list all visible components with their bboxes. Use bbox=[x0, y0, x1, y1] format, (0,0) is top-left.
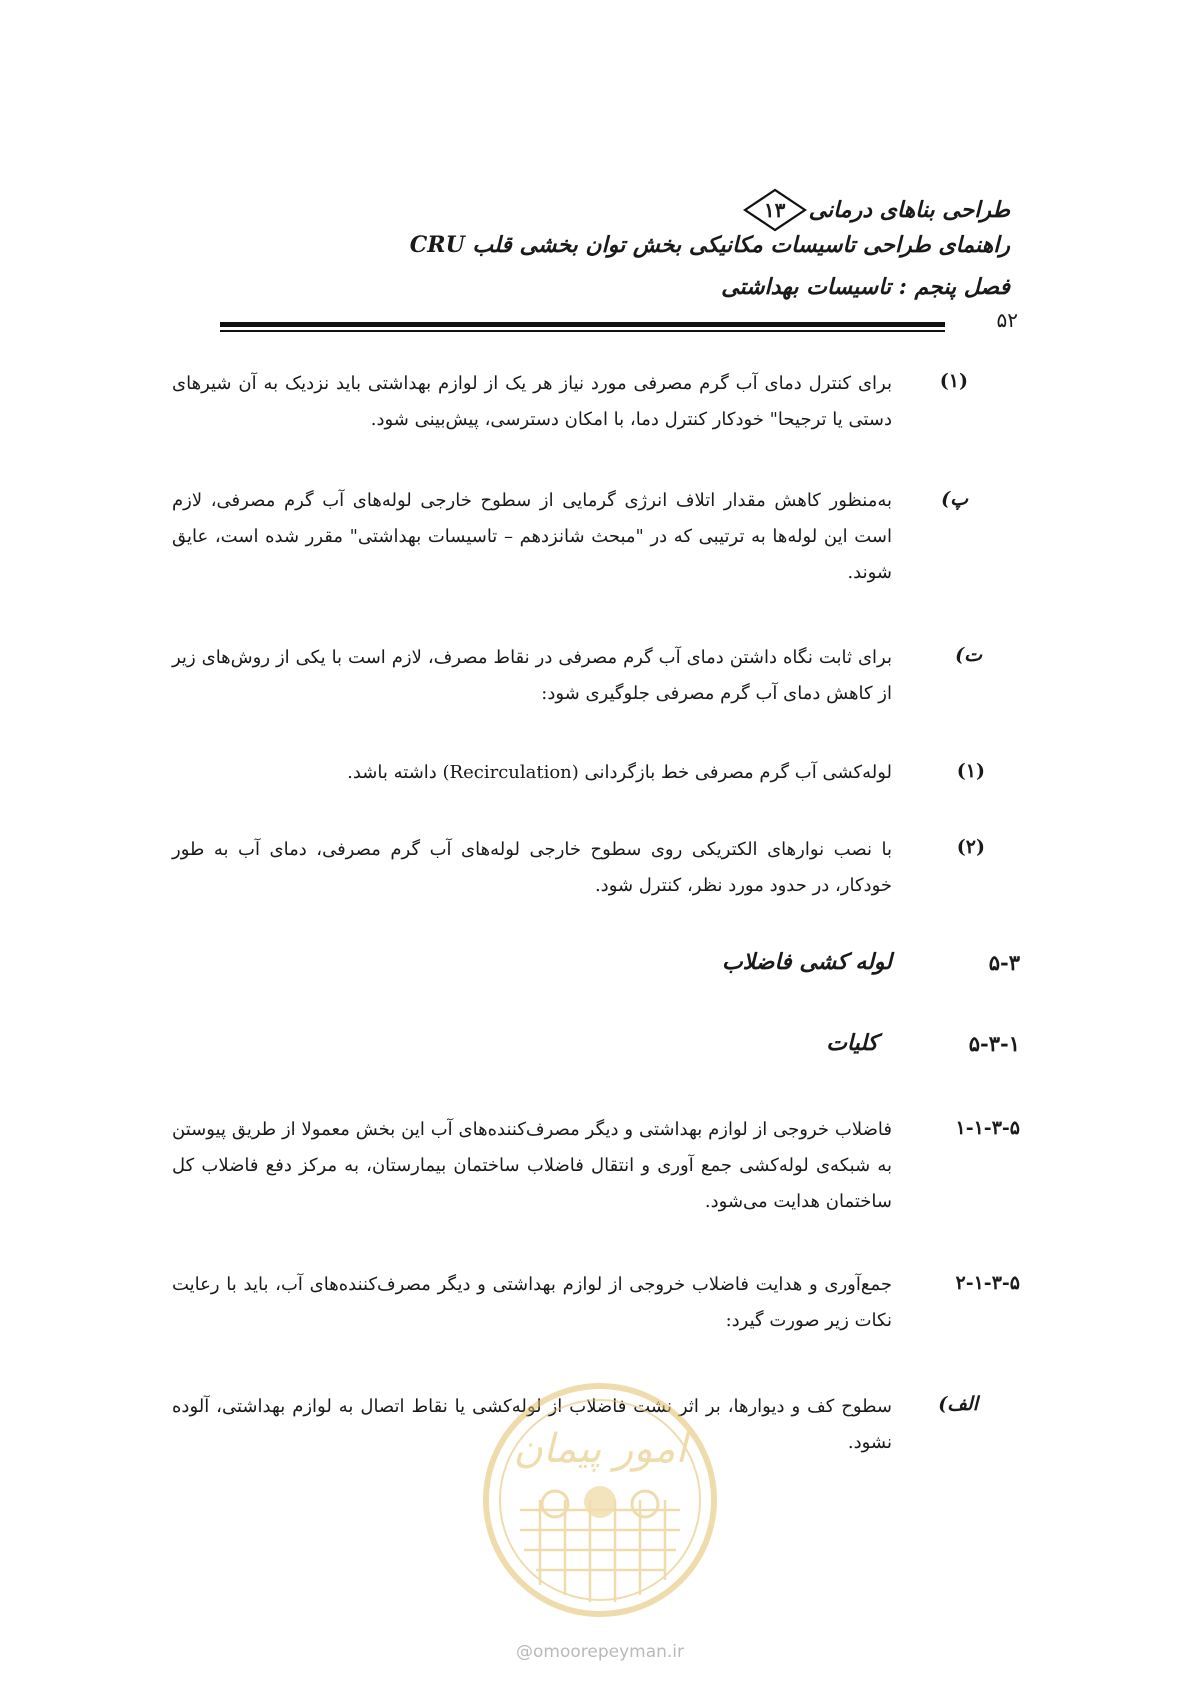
subsection-title: کلیات bbox=[826, 1030, 878, 1056]
item-label: ت) bbox=[955, 644, 982, 666]
subitem-label: (۱) bbox=[956, 760, 985, 782]
clause-text: جمع‌آوری و هدایت فاضلاب خروجی از لوازم بهداشتی و دیگر مصرف‌کننده‌های آب، باید با رعایت نکات زیر صورت گیرد: bbox=[172, 1274, 892, 1331]
volume-number-badge bbox=[743, 188, 807, 232]
item-text: به‌منظور کاهش مقدار اتلاف انرژی گرمایی از سطوح خارجی لوله‌های آب گرم مصرفی، لازم است این لوله‌ها به ترتیبی که در "مبحث شانزدهم – تاسیسات بهداشتی" مقرر شده است، عایق شوند. bbox=[172, 490, 892, 583]
svg-text:امور پیمان: امور پیمان bbox=[513, 1426, 687, 1472]
header-rule-thick bbox=[220, 322, 945, 327]
item-label: پ) bbox=[941, 488, 968, 510]
item-text: برای ثابت نگاه داشتن دمای آب گرم مصرفی در نقاط مصرف، لازم است با یکی از روش‌های زیر از کاهش دمای آب گرم مصرفی جلوگیری شود: bbox=[172, 647, 892, 704]
section-title: لوله کشی فاضلاب bbox=[721, 949, 892, 975]
watermark-url: @omoorepeyman.ir bbox=[515, 1642, 685, 1662]
page-number: ۵۲ bbox=[996, 308, 1018, 332]
subitem-text: لوله‌کشی آب گرم مصرفی خط بازگردانی (Recirculation) داشته باشد. bbox=[347, 762, 892, 783]
header-guide-title: راهنمای طراحی تاسیسات مکانیکی بخش توان بخشی قلب CRU bbox=[409, 232, 1010, 258]
header-title-text: طراحی بناهای درمانی bbox=[808, 197, 1010, 223]
item-text: سطوح کف و دیوارها، بر اثر نشت فاضلاب از لوله‌کشی یا نقاط اتصال به لوازم بهداشتی، آلوده نشود. bbox=[172, 1396, 892, 1453]
item-label: (۱) bbox=[939, 370, 968, 392]
clause-text: فاضلاب خروجی از لوازم بهداشتی و دیگر مصرف‌کننده‌های آب این بخش معمولا از طریق پیوستن به شبکه‌ی لوله‌کشی جمع آوری و انتقال فاضلاب ساختمان بیمارستان، به مرکز دفع فاضلاب کل ساختمان هدایت می‌شود. bbox=[172, 1119, 892, 1212]
clause-number: ۱-۱-۳-۵ bbox=[955, 1117, 1020, 1139]
watermark-logo-icon bbox=[480, 1380, 720, 1620]
header-rule-thin bbox=[220, 330, 945, 332]
subitem-text: با نصب نوارهای الکتریکی روی سطوح خارجی لوله‌های آب گرم مصرفی، دمای آب به طور خودکار، در حدود مورد نظر، کنترل شود. bbox=[172, 839, 892, 896]
section-number: ۵-۳ bbox=[988, 950, 1020, 975]
item-text: برای کنترل دمای آب گرم مصرفی مورد نیاز هر یک از لوازم بهداشتی باید نزدیک به آن شیرهای دستی یا ترجیحا" خودکار کنترل دما، با امکان دسترسی، پیش‌بینی شود. bbox=[172, 373, 893, 430]
volume-number: ۱۳ bbox=[763, 198, 786, 222]
item-label: الف) bbox=[938, 1393, 978, 1415]
header-chapter-title: فصل پنجم : تاسیسات بهداشتی bbox=[721, 274, 1010, 300]
header-book-title bbox=[743, 188, 1010, 232]
subitem-label: (۲) bbox=[956, 836, 985, 858]
subsection-number: ۵-۳-۱ bbox=[968, 1031, 1020, 1056]
clause-number: ۲-۱-۳-۵ bbox=[955, 1272, 1020, 1294]
